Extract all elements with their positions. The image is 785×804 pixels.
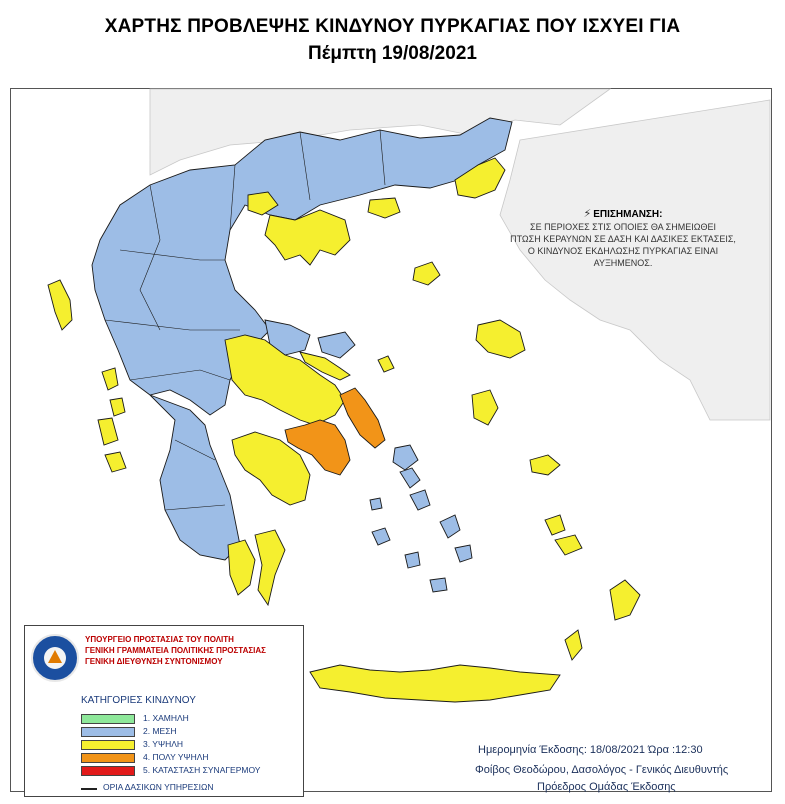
legend-title: ΚΑΤΗΓΟΡΙΕΣ ΚΙΝΔΥΝΟΥ [81,695,196,706]
legend-label: 1. ΧΑΜΗΛΗ [143,713,189,723]
legend-label: 4. ΠΟΛΥ ΥΨΗΛΗ [143,752,209,762]
legend-swatch [81,714,135,724]
boundary-line-symbol [81,788,97,790]
lightning-notice [498,208,748,269]
legend-label: ΟΡΙΑ ΔΑΣΙΚΩΝ ΥΠΗΡΕΣΙΩΝ [103,782,214,792]
lightning-icon: ⚡ [583,208,592,220]
triangle-icon [48,650,62,663]
notice-line: ΠΤΩΣΗ ΚΕΡΑΥΝΩΝ ΣΕ ΔΑΣΗ ΚΑΙ ΔΑΣΙΚΕΣ ΕΚΤΑΣΕΙΣ, [510,234,736,244]
legend-swatch [81,727,135,737]
signature-role: Πρόεδρος Ομάδας Έκδοσης [537,781,676,793]
ministry-header [85,634,266,667]
map-title: ΧΑΡΤΗΣ ΠΡΟΒΛΕΨΗΣ ΚΙΝΔΥΝΟΥ ΠΥΡΚΑΓΙΑΣ ΠΟΥ ΙΣΧΥΕΙ ΓΙΑ [104,16,681,37]
notice-heading: ΕΠΙΣΗΜΑΝΣΗ: [593,209,663,220]
legend-label: 5. ΚΑΤΑΣΤΑΣΗ ΣΥΝΑΓΕΡΜΟΥ [143,765,261,775]
ministry-line: ΥΠΟΥΡΓΕΙΟ ΠΡΟΣΤΑΣΙΑΣ ΤΟΥ ΠΟΛΙΤΗ [85,635,234,644]
signature-name: Φοίβος Θεοδώρου, Δασολόγος - Γενικός Διευθυντής [475,764,729,776]
legend-swatch [81,766,135,776]
ministry-line: ΓΕΝΙΚΗ ΓΡΑΜΜΑΤΕΙΑ ΠΟΛΙΤΙΚΗΣ ΠΡΟΣΤΑΣΙΑΣ [85,646,266,655]
notice-line: Ο ΚΙΝΔΥΝΟΣ ΕΚΔΗΛΩΣΗΣ ΠΥΡΚΑΓΙΑΣ ΕΙΝΑΙ ΑΥΞΗΜΕΝΟΣ. [527,246,719,268]
civil-protection-emblem [31,634,79,682]
legend-box [24,625,304,797]
map-date: Πέμπτη 19/08/2021 [308,43,477,64]
ministry-line: ΓΕΝΙΚΗ ΔΙΕΥΘΥΝΣΗ ΣΥΝΤΟΝΙΣΜΟΥ [85,657,223,666]
notice-line: ΣΕ ΠΕΡΙΟΧΕΣ ΣΤΙΣ ΟΠΟΙΕΣ ΘΑ ΣΗΜΕΙΩΘΕΙ [530,222,716,232]
legend-label: 3. ΥΨΗΛΗ [143,739,184,749]
legend-swatch [81,740,135,750]
legend-swatch [81,753,135,763]
issue-date: Ημερομηνία Έκδοσης: 18/08/2021 Ώρα :12:30 [478,744,703,756]
legend-label: 2. ΜΕΣΗ [143,726,177,736]
